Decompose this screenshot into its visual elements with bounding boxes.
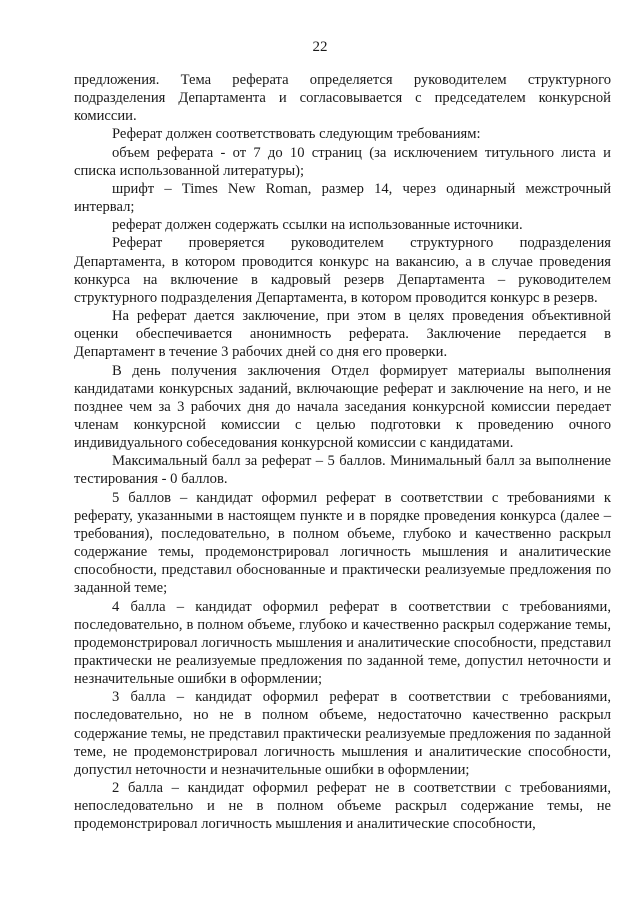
paragraph: шрифт – Times New Roman, размер 14, через одинарный межстрочный интервал; bbox=[74, 180, 611, 216]
paragraph: Реферат должен соответствовать следующим требованиям: bbox=[112, 126, 481, 143]
paragraph: Максимальный балл за реферат – 5 баллов. Минимальный балл за выполнение тестирования - 0 баллов. bbox=[74, 453, 611, 488]
paragraph: 2 балла – кандидат оформил реферат не в соответствии с требованиями, непоследовательно и не в полном объеме раскрыл содержание темы, не продемонстрировал логичность мышления и аналитические способности, bbox=[74, 780, 611, 833]
paragraph: реферат должен содержать ссылки на использованные источники. bbox=[112, 217, 523, 234]
paragraph: 4 балла – кандидат оформил реферат в соответствии с требованиями, последовательно, в полном объеме, глубоко и качественно раскрыл содержание темы, продемонстрировал логичность мышления и аналитические способности, представил практически не реализуемые предложения по заданной теме, допустил неточности и незначительные ошибки в оформлении; bbox=[74, 598, 611, 688]
paragraph: объем реферата - от 7 до 10 страниц (за исключением титульного листа и списка использованной литературы); bbox=[74, 144, 611, 179]
paragraph: На реферат дается заключение, при этом в целях проведения объективной оценки обеспечивается анонимность реферата. Заключение передается в Департамент в течение 3 рабочих дней со дня его проверки. bbox=[74, 308, 611, 361]
paragraph: предложения. Тема реферата определяется руководителем структурного подразделения Департамента и согласовывается с председателем конкурсной комиссии. bbox=[74, 72, 611, 125]
paragraph: Реферат проверяется руководителем структурного подразделения Департамента, в котором проводится конкурс на вакансию, а в случае проведения конкурса на включение в кадровый резерв Департамента – руководителем структурного подразделения Департамента, в котором проводится конкурс в резерв. bbox=[74, 235, 611, 306]
paragraph: 5 баллов – кандидат оформил реферат в соответствии с требованиями к реферату, указанными в настоящем пункте и в порядке проведения конкурса (далее – требования), последовательно, в полном объеме, глубоко и качественно раскрыл содержание темы, продемонстрировал логичность мышления и аналитические способности, представил обоснованные и практически реализуемые предложения по заданной теме; bbox=[74, 489, 611, 597]
page-number: 22 bbox=[312, 39, 328, 55]
document-body bbox=[74, 71, 611, 834]
paragraph: В день получения заключения Отдел формирует материалы выполнения кандидатами конкурсных заданий, включающие реферат и заключение на него, и не позднее чем за 3 рабочих дня до начала заседания конкурсной комиссии передает членам конкурсной комиссии с целью подготовки к проведению очного индивидуального собеседования конкурсной комиссии с кандидатами. bbox=[74, 362, 611, 452]
paragraph: 3 балла – кандидат оформил реферат в соответствии с требованиями, последовательно, но не в полном объеме, недостаточно качественно раскрыл содержание темы, не представил практически реализуемые предложения по заданной теме, не продемонстрировал логичность мышления и аналитические способности, допустил неточности и незначительные ошибки в оформлении; bbox=[74, 689, 611, 778]
